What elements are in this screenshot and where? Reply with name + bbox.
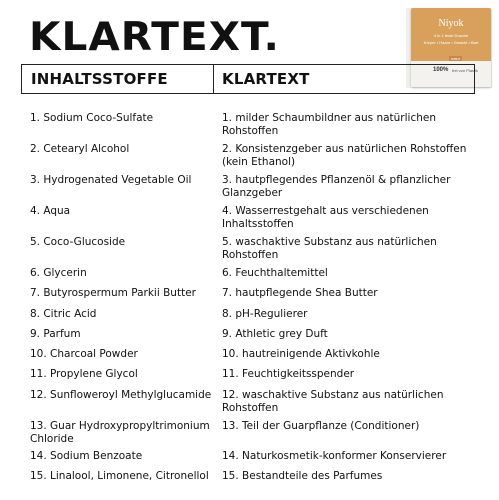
ingredient-cell: 1. Sodium Coco-Sulfate xyxy=(30,112,154,124)
ingredient-cell: 6. Glycerin xyxy=(30,267,87,279)
klartext-cell: 3. hautpflegendes Pflanzenöl & pflanzlicher Glanzgeber xyxy=(222,174,451,199)
klartext-cell: 4. Wasserrestgehalt aus verschiedenen Inhaltsstoffen xyxy=(222,205,429,230)
header-ingredients: INHALTSSTOFFE xyxy=(22,65,214,93)
product-brand: Niyok xyxy=(438,18,464,29)
ingredient-cell: 8. Citric Acid xyxy=(30,308,97,320)
product-line-1: 4 in 1 feste Dusche xyxy=(433,33,469,38)
ingredient-cell: 13. Guar Hydroxypropyltrimonium Chloride xyxy=(30,420,210,445)
ingredient-cell: 3. Hydrogenated Vegetable Oil xyxy=(30,174,192,186)
product-percent-note: frei von Plastik xyxy=(452,68,479,73)
klartext-cell: 2. Konsistenzgeber aus natürlichen Rohstoffen (kein Ethanol) xyxy=(222,143,467,168)
klartext-cell: 10. hautreinigende Aktivkohle xyxy=(222,348,380,360)
ingredient-cell: 4. Aqua xyxy=(30,205,71,217)
ingredient-cell: 5. Coco-Glucoside xyxy=(30,236,126,248)
klartext-cell: 14. Naturkosmetik-konformer Konservierer xyxy=(222,450,447,462)
table-header xyxy=(21,64,475,94)
header-klartext: KLARTEXT xyxy=(222,70,310,88)
ingredient-cell: 2. Cetearyl Alcohol xyxy=(30,143,130,155)
klartext-cell: 11. Feuchtigkeitsspender xyxy=(222,368,355,380)
klartext-cell: 5. waschaktive Substanz aus natürlichen Rohstoffen xyxy=(222,236,437,261)
ingredient-cell: 9. Parfum xyxy=(30,328,81,340)
ingredient-cell: 14. Sodium Benzoate xyxy=(30,450,143,462)
klartext-cell: 8. pH-Regulierer xyxy=(222,308,308,320)
klartext-cell: 6. Feuchthaltemittel xyxy=(222,267,328,279)
product-badge: natur xyxy=(451,56,461,61)
ingredient-cell: 11. Propylene Glycol xyxy=(30,368,138,380)
klartext-cell: 12. waschaktive Substanz aus natürlichen Rohstoffen xyxy=(222,389,444,414)
ingredient-cell: 10. Charcoal Powder xyxy=(30,348,138,360)
ingredient-cell: 7. Butyrospermum Parkii Butter xyxy=(30,287,196,299)
product-line-2: Körper • Haare • Gesicht • Bart xyxy=(423,40,479,45)
product-percent: 100% xyxy=(433,67,449,73)
klartext-cell: 13. Teil der Guarpflanze (Conditioner) xyxy=(222,420,420,432)
klartext-cell: 1. milder Schaumbildner aus natürlichen Rohstoffen xyxy=(222,112,436,137)
klartext-cell: 15. Bestandteile des Parfumes xyxy=(222,470,383,482)
ingredient-cell: 15. Linalool, Limonene, Citronellol xyxy=(30,470,209,482)
page-title: KLARTEXT. xyxy=(29,15,280,60)
klartext-cell: 9. Athletic grey Duft xyxy=(222,328,328,340)
ingredient-cell: 12. Sunfloweroyl Methylglucamide xyxy=(30,389,212,401)
klartext-cell: 7. hautpflegende Shea Butter xyxy=(222,287,378,299)
